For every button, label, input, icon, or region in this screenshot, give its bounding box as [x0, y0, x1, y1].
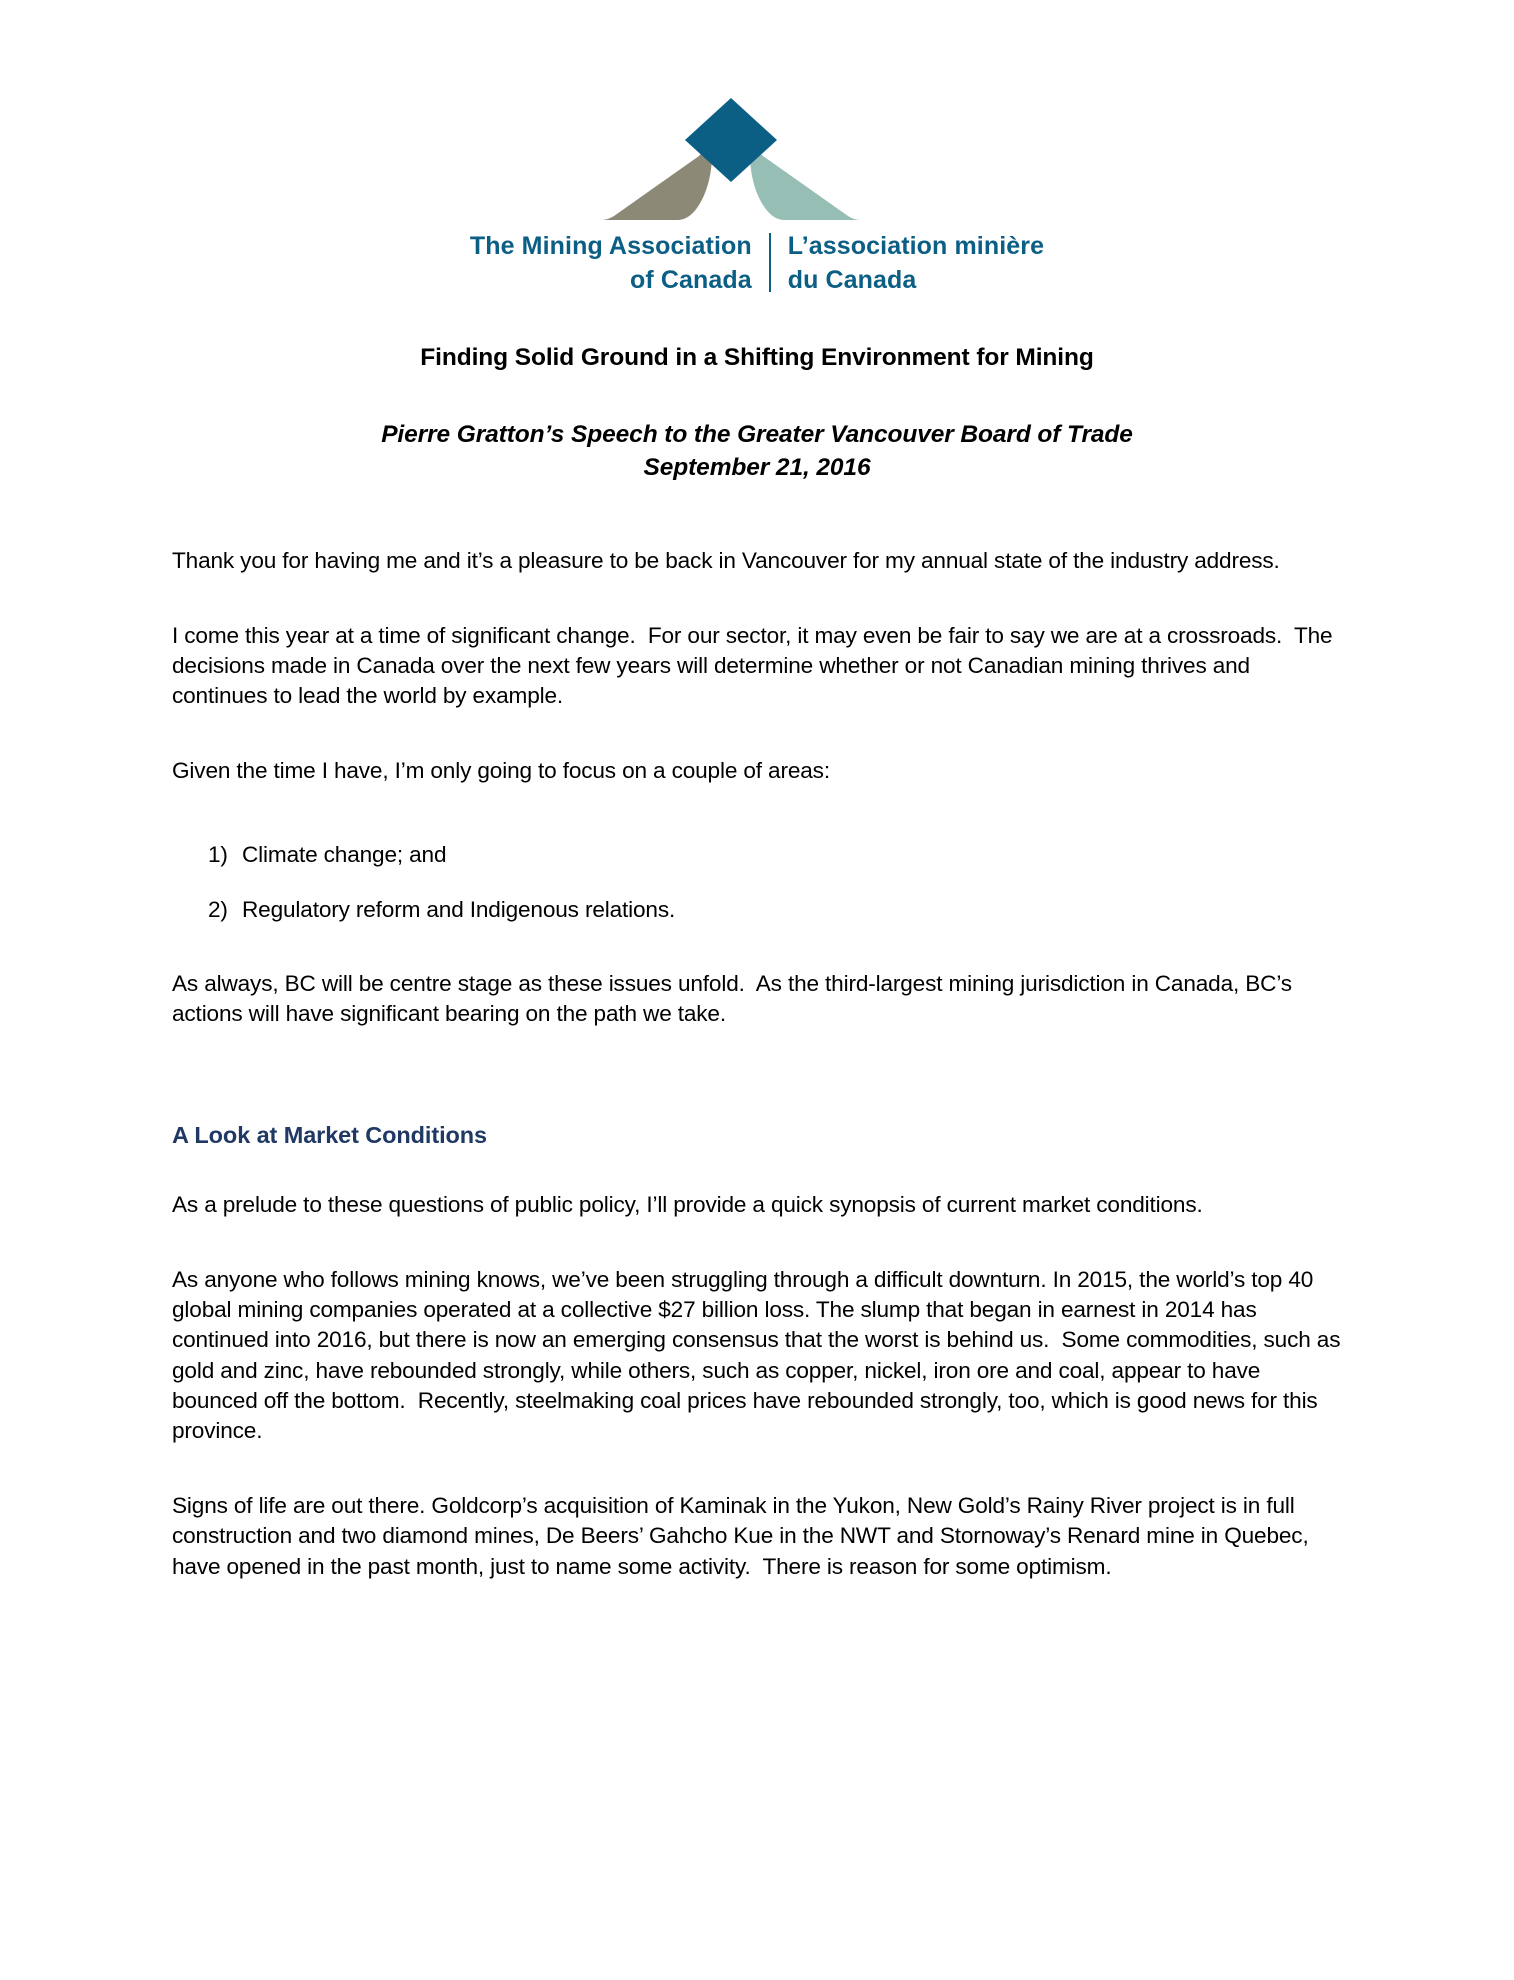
list-item	[172, 816, 1344, 870]
section-heading-market-conditions: A Look at Market Conditions	[172, 1121, 487, 1148]
document-subtitle-line2: September 21, 2016	[643, 453, 871, 481]
organization-logo	[0, 0, 1514, 297]
list-item-label: Regulatory reform and Indigenous relations.	[242, 896, 676, 922]
document-subtitle-line1: Pierre Gratton’s Speech to the Greater Vancouver Board of Trade	[381, 420, 1133, 448]
logo-wordmark-english	[470, 230, 769, 297]
document-body	[0, 484, 1514, 1582]
paragraph-3: Given the time I have, I’m only going to focus on a couple of areas:	[172, 757, 830, 783]
logo-wordmark-en-line2: of Canada	[629, 265, 752, 294]
logo-wordmark-fr-line1: L’association minière	[787, 232, 1045, 260]
focus-areas-list	[172, 786, 1344, 925]
document-subtitle	[0, 374, 1514, 485]
list-item	[172, 871, 1344, 925]
list-item-label: Climate change; and	[242, 842, 447, 868]
paragraph-5: As a prelude to these questions of public policy, I’ll provide a quick synopsis of current market conditions.	[172, 1192, 1203, 1218]
paragraph-6: As anyone who follows mining knows, we’ve been struggling through a difficult downturn. In 2015, the world’s top 40 global mining companies operated at a collective $27 billion loss. The slump that began in earnest in 2014 has continued into 2016, but there is now an emerging consensus that the worst is behind us. Some commodities, such as gold and zinc, have rebounded strongly, while others, such as copper, nickel, iron ore and coal, appear to have bounced off the bottom. Recently, steelmaking coal prices have rebounded strongly, too, which is good news for this province.	[172, 1266, 1347, 1444]
logo-wordmark-french	[771, 230, 1044, 297]
paragraph-1: Thank you for having me and it’s a pleasure to be back in Vancouver for my annual state of the industry address.	[172, 548, 1280, 574]
document-title: Finding Solid Ground in a Shifting Environment for Mining	[420, 344, 1094, 371]
mountain-logo-icon	[581, 96, 933, 222]
list-item-marker: 1)	[208, 842, 228, 868]
logo-wordmark	[470, 230, 1044, 297]
logo-wordmark-fr-line2: du Canada	[787, 265, 917, 294]
logo-wordmark-en-line1: The Mining Association	[469, 232, 752, 260]
paragraph-4: As always, BC will be centre stage as these issues unfold. As the third-largest mining jurisdiction in Canada, BC’s actions will have significant bearing on the path we take.	[172, 970, 1299, 1027]
paragraph-7: Signs of life are out there. Goldcorp’s acquisition of Kaminak in the Yukon, New Gold’s Rainy River project is in full construction and two diamond mines, De Beers’ Gahcho Kue in the NWT and Stornoway’s Renard mine in Quebec, have opened in the past month, just to name some activity. There is reason for some optimism.	[172, 1492, 1315, 1579]
list-item-marker: 2)	[208, 896, 228, 922]
paragraph-2: I come this year at a time of significant change. For our sector, it may even be fair to say we are at a crossroads. The decisions made in Canada over the next few years will determine whether or not Canadian mining thrives and continues to lead the world by example.	[172, 622, 1339, 709]
